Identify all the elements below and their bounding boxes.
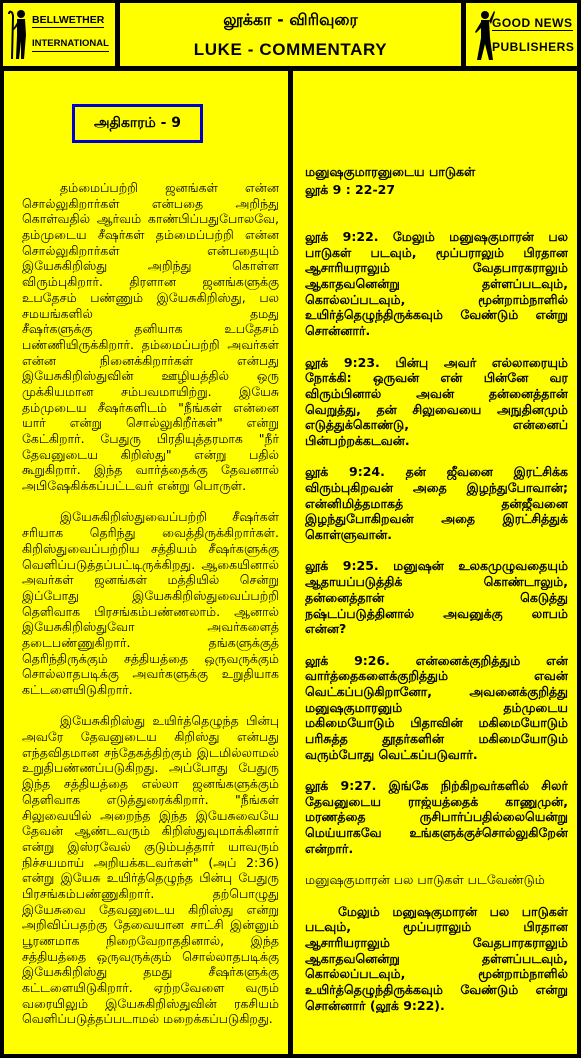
text-line: இழந்துபோகிறவன் அதை இரட்சித்துக் <box>305 511 568 527</box>
text-line: தெளிவாக எடுத்துரைக்கிறார். "நீங்கள் <box>22 791 279 807</box>
text-line: உயிர்த்தெழுந்திருக்கவும் வேண்டும் என்று <box>305 307 568 323</box>
text-line: மரணத்தை ருசிபார்ப்பதில்லையென்று <box>305 809 568 825</box>
text-line: இப்போது இயேசுகிறிஸ்துவைப்பற்றி <box>22 587 279 603</box>
text-line: கொள்ளுவான். <box>305 527 393 543</box>
commentary-paragraph <box>22 509 279 697</box>
text-line: நஷ்டப்படுத்தினால் அவனுக்கு லாபம் <box>305 605 568 621</box>
text-line: விரும்புகிறார். திரளான ஜனங்களுக்கு <box>22 274 279 290</box>
text-line: இயேசுகிறிஸ்துவின் ஊழியத்தில் ஒரு <box>22 368 279 384</box>
text-line: தேவனுடைய கிறிஸ்து" என்று பதில் <box>22 446 279 462</box>
text-line: யார் என்று சொல்லுகிறீர்கள்" என்று <box>22 415 279 431</box>
closing-paragraph <box>305 904 568 1014</box>
text-line: அவரே தேவனுடைய கிறிஸ்து என்பது <box>22 729 279 745</box>
text-line: தெரிந்திருக்கும் சத்தியத்தை ஒருவருக்கும் <box>22 650 279 666</box>
logo-name-line: BELLWETHER <box>32 14 105 26</box>
text-line: கிறிஸ்துவைப்பற்றிய சத்தியம் சீஷர்களுக்கு <box>22 540 279 556</box>
closing-text <box>305 904 568 1014</box>
logo-name-line: GOOD NEWS <box>492 16 573 30</box>
text-line: சொல்லுகிறார்கள் என்பதையும் <box>22 242 279 258</box>
title-tamil: லூக்கா - விரிவுரை <box>223 10 358 29</box>
text-line: வரையிலும் இயேசுகிறிஸ்துவின் ரகசியம் <box>22 995 279 1011</box>
text-line: சமயங்களில் தமது <box>22 305 279 321</box>
text-line: விரும்புகிறவன் அதை இழந்துபோவான்; <box>305 480 568 495</box>
verse-paragraph <box>305 355 568 449</box>
text-line: என்றார். <box>305 840 354 856</box>
text-line: சொன்னார் (லூக் 9:22). <box>305 997 445 1013</box>
text-line: வெளிப்படுத்தப்பட்டிருக்கிறது. ஆகையினால் <box>22 556 279 572</box>
text-line: சரியாக தெரிந்து வைத்திருக்கிறார்கள். <box>22 525 279 541</box>
text-line: நோக்கி: ஒருவன் என் பின்னே வர <box>305 370 568 386</box>
commentary-paragraph <box>22 180 279 494</box>
text-line: நிச்சயமாய் அறியக்கடவர்கள்" (அப் 2:36) <box>22 854 279 870</box>
text-line: இயேசுகிறிஸ்துவோ அவர்களைத் <box>22 619 279 635</box>
text-line: மேலும் மனுஷகுமாரன் பல பாடுகள் <box>338 903 568 919</box>
title-english: LUKE - COMMENTARY <box>193 40 388 59</box>
scripture-body <box>305 229 568 1029</box>
verse-paragraph <box>305 464 568 542</box>
text-line: என்னிமித்தமாகத் தன்ஜீவனை <box>305 495 568 511</box>
text-line: ஆசாரியராலும் வேதபாரகராலும் <box>305 260 568 276</box>
good-news-publishers-logo <box>466 3 577 66</box>
verse-paragraph <box>305 653 568 763</box>
text-line: என்ன நினைக்கிறார்கள் என்பது <box>22 352 279 368</box>
text-line: லூக் 9:24. தன் ஜீவனை இரட்சிக்க <box>305 464 568 480</box>
text-line: சொன்னார். <box>305 323 371 339</box>
text-line: கட்டளையிடுகிறார். ஏற்றவேளை வரும் <box>22 980 279 996</box>
text-line: பரிசுத்த தூதர்களின் மகிமையோடும் <box>305 731 568 746</box>
verse-paragraph <box>305 778 568 856</box>
verse-list <box>305 229 568 857</box>
text-line: கட்டளையிடுகிறார். <box>22 682 133 697</box>
commentary-paragraph <box>22 713 279 1027</box>
text-line: மெய்யாகவே உங்களுக்குச்சொல்லுகிறேன் <box>305 825 568 841</box>
text-line: ஆகாதவனென்று தள்ளப்படவும், <box>305 950 568 966</box>
text-line: எந்தவிதமான சந்தேகத்திற்கும் இடமில்லாமல் <box>22 744 279 760</box>
text-line: பூரணமாக நிறைவேறாததினால், இந்த <box>22 933 279 948</box>
text-line: தெளிவாக பிரசங்கம்பண்ணலாம். ஆனால் <box>22 603 279 619</box>
text-line: லூக் 9:23. பின்பு அவர் எல்லாரையும் <box>305 354 568 370</box>
right-column <box>293 71 577 1054</box>
verse-paragraph <box>305 229 568 339</box>
text-line: படவும், மூப்பராலும் பிரதான <box>305 919 568 935</box>
text-line: தன்னைத்தான் கெடுத்து <box>305 589 568 605</box>
text-line: மனுஷகுமாரனும் தம்முடைய <box>305 699 568 715</box>
text-line: வெளிப்படுத்தப்படாமல் மறைக்கப்படுகிறது. <box>22 1011 273 1027</box>
text-line: மகிமையோடும் பிதாவின் மகிமையோடும் <box>305 715 568 731</box>
chapter-label-box <box>72 104 203 143</box>
text-line: வெறுத்து, தன் சிலுவையை அநுதினமும் <box>305 401 568 417</box>
text-line: லூக் 9:26. என்னைக்குறித்தும் என் <box>305 652 568 668</box>
text-line: பண்ணியிருக்கிறார். தம்மைப்பற்றி அவர்கள் <box>22 336 279 352</box>
chapter-label: அதிகாரம் - 9 <box>93 115 182 131</box>
commentary-text <box>22 180 279 1043</box>
text-line: சொல்லுகிறார்கள் என்பதை அறிந்து <box>22 195 279 211</box>
text-line: என்ன? <box>305 621 347 637</box>
sub-heading: மனுஷகுமாரன் பல பாடுகள் படவேண்டும் <box>305 872 545 888</box>
text-line: சத்தியத்தை ஒருவருக்கும் சொல்லாதபடிக்கு <box>22 948 279 964</box>
text-line: வார்த்தைகளைக்குறித்தும் எவன் <box>305 668 568 684</box>
text-line: எடுத்துக்கொண்டு, என்னைப் <box>305 417 568 433</box>
text-line: ஆகாதவனென்று தள்ளப்படவும், <box>305 276 568 292</box>
text-line: கொல்லப்படவும், மூன்றாம்நாளில் <box>305 966 568 982</box>
text-line: தம்முடைய சீஷர்களிடம் "நீங்கள் என்னை <box>22 399 279 415</box>
text-line: பாடுகள் படவும், மூப்பராலும் பிரதான <box>305 244 568 260</box>
shepherd-figure-icon <box>8 7 30 61</box>
text-line: கேட்கிறார். பேதுரு பிரதியுத்தரமாக "நீர் <box>22 431 279 446</box>
text-line: அவர்கள் ஜனங்கள் மத்தியில் சென்று <box>22 572 279 588</box>
verse-paragraph <box>305 558 568 636</box>
text-line: பிரசங்கம்பண்ணுகிறார். தற்பொழுது <box>22 885 279 901</box>
scripture-reference: லூக் 9 : 22-27 <box>305 182 396 197</box>
text-line: பின்பற்றக்கடவன். <box>305 432 410 448</box>
title-block <box>120 3 461 66</box>
text-line: உபதேசம் பண்ணும் இயேசுகிறிஸ்து, பல <box>22 289 279 305</box>
text-line: சீஷர்களுக்கு தனியாக உபதேசம் <box>22 321 279 337</box>
text-line: உயிர்த்தெழுந்திருக்கவும் வேண்டும் என்று <box>305 982 568 997</box>
text-line: இயேசுகிறிஸ்துவைப்பற்றி சீஷர்கள் <box>60 509 279 525</box>
text-line: ஆதாயப்படுத்திக் கொண்டாலும், <box>305 574 568 590</box>
text-line: சிலுவையில் அறைந்த இந்த இயேசுவையே <box>22 807 279 823</box>
text-line: தம்முடைய சீஷர்கள் தம்மைப்பற்றி என்ன <box>22 227 279 243</box>
text-line: லூக் 9:22. மேலும் மனுஷகுமாரன் பல <box>305 229 568 244</box>
text-line: வரும்போது வெட்கப்படுவார். <box>305 746 478 762</box>
text-line: கூறுகிறார். இந்த வார்த்தைக்கு தேவனால் <box>22 462 279 478</box>
text-line: விரும்பினால் அவன் தன்னைத்தான் <box>305 385 568 401</box>
text-line: தம்மைப்பற்றி ஜனங்கள் என்ன <box>60 180 279 195</box>
logo-subtitle-line: INTERNATIONAL <box>32 37 109 52</box>
text-line: என்று இஸ்ரவேல் குடும்பத்தார் யாவரும் <box>22 838 279 854</box>
text-line: தேவனுடைய ராஜ்யத்தைக் காணுமுன், <box>305 793 568 809</box>
bellwether-logo <box>3 3 115 66</box>
text-line: என்று இயேசு உயிர்த்தெழுந்த பின்பு பேதுரு <box>22 870 279 886</box>
left-column <box>4 71 288 1054</box>
logo-subtitle-line: PUBLISHERS <box>492 40 575 54</box>
text-line: ஆசாரியராலும் வேதபாரகராலும் <box>305 934 568 950</box>
text-line: இயேசுகிறிஸ்து தமது சீஷர்களுக்கு <box>22 964 279 980</box>
text-line: தேவன் ஆண்டவரும் கிறிஸ்துவுமாக்கினார் <box>22 823 279 839</box>
text-line: இந்த சத்தியத்தை எல்லா ஜனங்களுக்கும் <box>22 776 279 792</box>
text-line: சொல்லாதபடிக்கு அவர்களுக்கு உறுதியாக <box>22 666 279 682</box>
text-line: அறிவிப்பதற்கு தேவையான சாட்சி இன்னும் <box>22 917 279 933</box>
text-line: கொல்லப்படவும், மூன்றாம்நாளில் <box>305 291 568 307</box>
text-line: லூக் 9:27. இங்கே நிற்கிறவர்களில் சிலர் <box>305 778 568 794</box>
text-line: இயேசுவை தேவனுடைய கிறிஸ்து என்று <box>22 901 279 917</box>
section-heading: மனுஷகுமாரனுடைய பாடுகள் <box>305 164 476 179</box>
text-line: லூக் 9:25. மனுஷன் உலகமுழுவதையும் <box>305 558 568 574</box>
text-line: கொள்வதில் ஆர்வம் காண்பிப்பதுபோலவே, <box>22 211 279 227</box>
text-line: இயேசுகிறிஸ்து உயிர்த்தெழுந்த பின்பு <box>60 713 279 729</box>
text-line: அபிஷேகிக்கப்பட்டவர் என்று பொருள். <box>22 478 247 494</box>
text-line: உறுதிபண்ணப்படுகிறது. அப்போது பேதுரு <box>22 760 279 776</box>
text-line: வெட்கப்படுகிறானோ, அவனைக்குறித்து <box>305 683 568 699</box>
text-line: தடைபண்ணுகிறார். தங்களுக்குத் <box>22 634 279 650</box>
text-line: முக்கியமான சம்பவமாயிற்று. இயேசு <box>22 383 279 399</box>
text-line: இயேசுகிறிஸ்து அறிந்து கொள்ள <box>22 258 279 274</box>
